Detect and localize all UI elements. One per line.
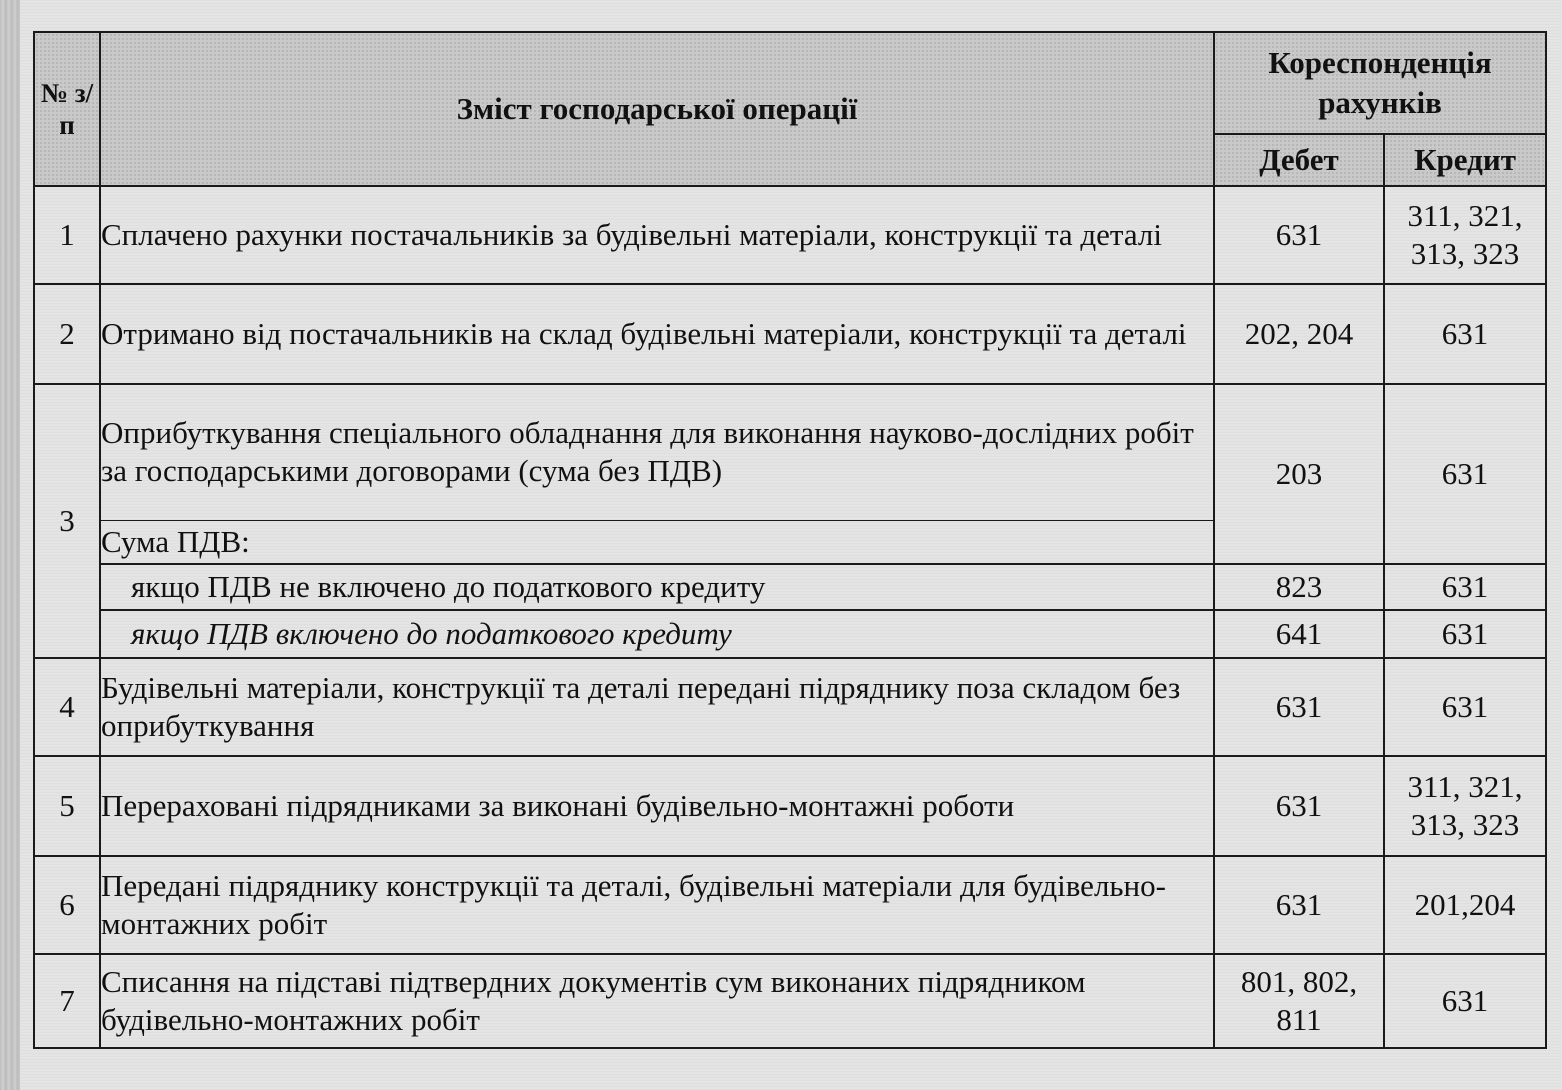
accounting-entries-table [33, 31, 1547, 1049]
row-credit: 201,204 [1384, 856, 1546, 954]
row-number: 3 [34, 384, 100, 658]
row-credit: 631 [1384, 384, 1546, 564]
row-debit: 641 [1214, 610, 1384, 658]
table-row [34, 856, 1546, 954]
row-credit: 631 [1384, 284, 1546, 384]
row-number: 6 [34, 856, 100, 954]
row-number: 5 [34, 756, 100, 856]
row-content: Будівельні матеріали, конструкції та деталі передані підряднику поза складом без оприбуткування [100, 658, 1214, 756]
row-debit: 631 [1214, 186, 1384, 284]
row-content: якщо ПДВ включено до податкового кредиту [100, 610, 1214, 658]
vat-subtitle: Сума ПДВ: [100, 520, 1214, 564]
header-correspondence: Кореспонденція рахунків [1214, 32, 1546, 134]
table-row [34, 954, 1546, 1048]
row-credit: 631 [1384, 954, 1546, 1048]
row-content: Отримано від постачальників на склад будівельні матеріали, конструкції та деталі [100, 284, 1214, 384]
table-row [34, 658, 1546, 756]
row-debit: 631 [1214, 658, 1384, 756]
table-row [34, 186, 1546, 284]
row-number: 7 [34, 954, 100, 1048]
row-credit: 311, 321, 313, 323 [1384, 756, 1546, 856]
header-debit: Дебет [1214, 134, 1384, 186]
row-content: Перераховані підрядниками за виконані будівельно-монтажні роботи [100, 756, 1214, 856]
row-debit: 631 [1214, 756, 1384, 856]
row-content: Передані підряднику конструкції та деталі, будівельні матеріали для будівельно-монтажних робіт [100, 856, 1214, 954]
row-content: Оприбуткування спеціального обладнання для виконання науково-дослідних робіт за господарськими договорами (сума без ПДВ) [100, 384, 1214, 520]
row-credit: 631 [1384, 564, 1546, 610]
row-content: Списання на підставі підтвердних документів сум виконаних підрядником будівельно-монтажних робіт [100, 954, 1214, 1048]
row-debit: 801, 802, 811 [1214, 954, 1384, 1048]
row-debit: 203 [1214, 384, 1384, 564]
header-number: № з/п [34, 32, 100, 186]
row-content: Сплачено рахунки постачальників за будівельні матеріали, конструкції та деталі [100, 186, 1214, 284]
row-debit: 631 [1214, 856, 1384, 954]
row-number: 1 [34, 186, 100, 284]
table-row [34, 284, 1546, 384]
table-subrow [34, 610, 1546, 658]
header-content: Зміст господарської операції [100, 32, 1214, 186]
table-row [34, 756, 1546, 856]
page-binding-edge [0, 0, 20, 1090]
table-row [34, 384, 1546, 520]
row-number: 4 [34, 658, 100, 756]
row-content: якщо ПДВ не включено до податкового кредиту [100, 564, 1214, 610]
row-credit: 631 [1384, 610, 1546, 658]
row-number: 2 [34, 284, 100, 384]
row-credit: 631 [1384, 658, 1546, 756]
header-row [34, 32, 1546, 134]
header-credit: Кредит [1384, 134, 1546, 186]
row-credit: 311, 321, 313, 323 [1384, 186, 1546, 284]
row-debit: 202, 204 [1214, 284, 1384, 384]
table-subrow [34, 564, 1546, 610]
row-debit: 823 [1214, 564, 1384, 610]
